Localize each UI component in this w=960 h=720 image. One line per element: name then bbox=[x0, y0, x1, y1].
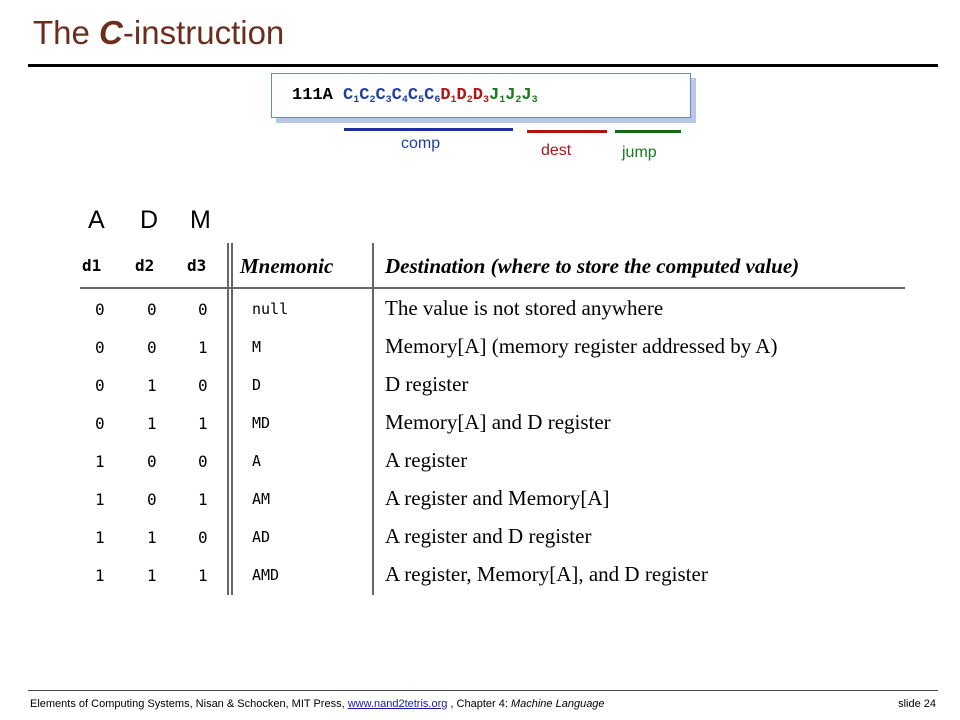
j-bit-1: $J_1$ bbox=[488, 85, 506, 106]
cell-dest: A register bbox=[385, 448, 468, 472]
table-row bbox=[80, 448, 905, 478]
c-bit-2: $C_2$ bbox=[359, 85, 376, 106]
cell-mnemonic: A bbox=[252, 452, 262, 470]
cell-mnemonic: null bbox=[252, 300, 289, 318]
cell-d1: 0 bbox=[95, 414, 105, 433]
cell-d3: 1 bbox=[198, 414, 208, 433]
adm-label-a: A bbox=[88, 206, 105, 234]
cell-dest: D register bbox=[385, 372, 469, 396]
header-destination: Destination (where to store the computed value) bbox=[385, 254, 800, 278]
instruction-format-box bbox=[271, 73, 691, 118]
table-row bbox=[80, 486, 905, 516]
dest-label: dest bbox=[541, 142, 572, 159]
cell-d1: 0 bbox=[95, 300, 105, 319]
cell-d1: 1 bbox=[95, 528, 105, 547]
header-d2: d2 bbox=[135, 256, 155, 275]
instruction-prefix: 111A bbox=[292, 86, 344, 105]
c-bit-4: $C_4$ bbox=[391, 85, 408, 106]
footer-text: Elements of Computing Systems, Nisan & Schocken, MIT Press, bbox=[30, 698, 348, 710]
cell-d2: 0 bbox=[147, 452, 157, 471]
title-divider bbox=[28, 64, 938, 67]
adm-label-m: M bbox=[190, 206, 211, 234]
c-bit-6: $C_6$ bbox=[424, 85, 441, 106]
title-prefix: The bbox=[33, 14, 100, 51]
footer-link[interactable]: www.nand2tetris.org bbox=[347, 698, 448, 710]
cell-dest: Memory[A] and D register bbox=[385, 410, 611, 434]
table-divider bbox=[80, 287, 905, 289]
jump-underline bbox=[615, 130, 681, 133]
cell-dest: A register and Memory[A] bbox=[385, 486, 610, 510]
comp-underline bbox=[344, 128, 513, 131]
cell-dest: A register and D register bbox=[385, 524, 592, 548]
footer bbox=[30, 698, 605, 710]
table-row bbox=[80, 334, 905, 364]
title-rest: -instruction bbox=[122, 14, 285, 51]
cell-mnemonic: AM bbox=[252, 490, 271, 508]
cell-d2: 1 bbox=[147, 566, 157, 585]
cell-d3: 1 bbox=[198, 338, 208, 357]
cell-d3: 0 bbox=[198, 376, 208, 395]
cell-mnemonic: D bbox=[252, 376, 262, 394]
cell-dest: A register, Memory[A], and D register bbox=[385, 562, 708, 586]
table-row bbox=[80, 410, 905, 440]
cell-d2: 1 bbox=[147, 376, 157, 395]
cell-d3: 0 bbox=[198, 528, 208, 547]
comp-label: comp bbox=[401, 135, 441, 152]
slide-title bbox=[33, 14, 284, 52]
cell-d3: 0 bbox=[198, 300, 208, 319]
cell-dest: The value is not stored anywhere bbox=[385, 296, 664, 320]
header-d1: d1 bbox=[82, 256, 102, 275]
cell-d2: 1 bbox=[147, 528, 157, 547]
table-row bbox=[80, 372, 905, 402]
table-row bbox=[80, 524, 905, 554]
title-letter: C bbox=[99, 14, 123, 51]
table-row bbox=[80, 562, 905, 592]
d-bit-3: $D_3$ bbox=[472, 85, 489, 106]
j-bit-2: $J_2$ bbox=[505, 85, 522, 106]
slide-number: slide 24 bbox=[898, 698, 936, 710]
cell-d2: 0 bbox=[147, 490, 157, 509]
footer-chapter-prefix: , Chapter 4: bbox=[447, 698, 511, 710]
cell-d1: 0 bbox=[95, 338, 105, 357]
cell-d1: 1 bbox=[95, 566, 105, 585]
cell-d3: 0 bbox=[198, 452, 208, 471]
dest-underline bbox=[527, 130, 607, 133]
c-bit-5: $C_5$ bbox=[407, 85, 425, 106]
c-bit-3: $C_3$ bbox=[375, 85, 392, 106]
cell-d1: 1 bbox=[95, 490, 105, 509]
footer-divider bbox=[28, 690, 938, 691]
cell-d3: 1 bbox=[198, 490, 208, 509]
cell-d2: 1 bbox=[147, 414, 157, 433]
cell-mnemonic: AMD bbox=[252, 566, 280, 584]
cell-d1: 0 bbox=[95, 376, 105, 395]
d-bit-1: $D_1$ bbox=[440, 85, 457, 106]
table-row bbox=[80, 296, 905, 326]
d-bit-2: $D_2$ bbox=[456, 85, 473, 106]
cell-d2: 0 bbox=[147, 338, 157, 357]
cell-dest: Memory[A] (memory register addressed by A) bbox=[385, 334, 778, 358]
cell-mnemonic: AD bbox=[252, 528, 271, 546]
cell-d3: 1 bbox=[198, 566, 208, 585]
jump-label: jump bbox=[622, 144, 657, 161]
c-bit-1: $C_1$ bbox=[343, 85, 360, 106]
cell-d1: 1 bbox=[95, 452, 105, 471]
adm-label-d: D bbox=[140, 206, 159, 234]
cell-d2: 0 bbox=[147, 300, 157, 319]
cell-mnemonic: MD bbox=[252, 414, 271, 432]
footer-chapter: Machine Language bbox=[510, 698, 605, 710]
header-mnemonic: Mnemonic bbox=[240, 254, 334, 278]
header-d3: d3 bbox=[187, 256, 207, 275]
destination-table bbox=[80, 243, 905, 595]
cell-mnemonic: M bbox=[252, 338, 262, 356]
j-bit-3: $J_3$ bbox=[521, 85, 538, 106]
